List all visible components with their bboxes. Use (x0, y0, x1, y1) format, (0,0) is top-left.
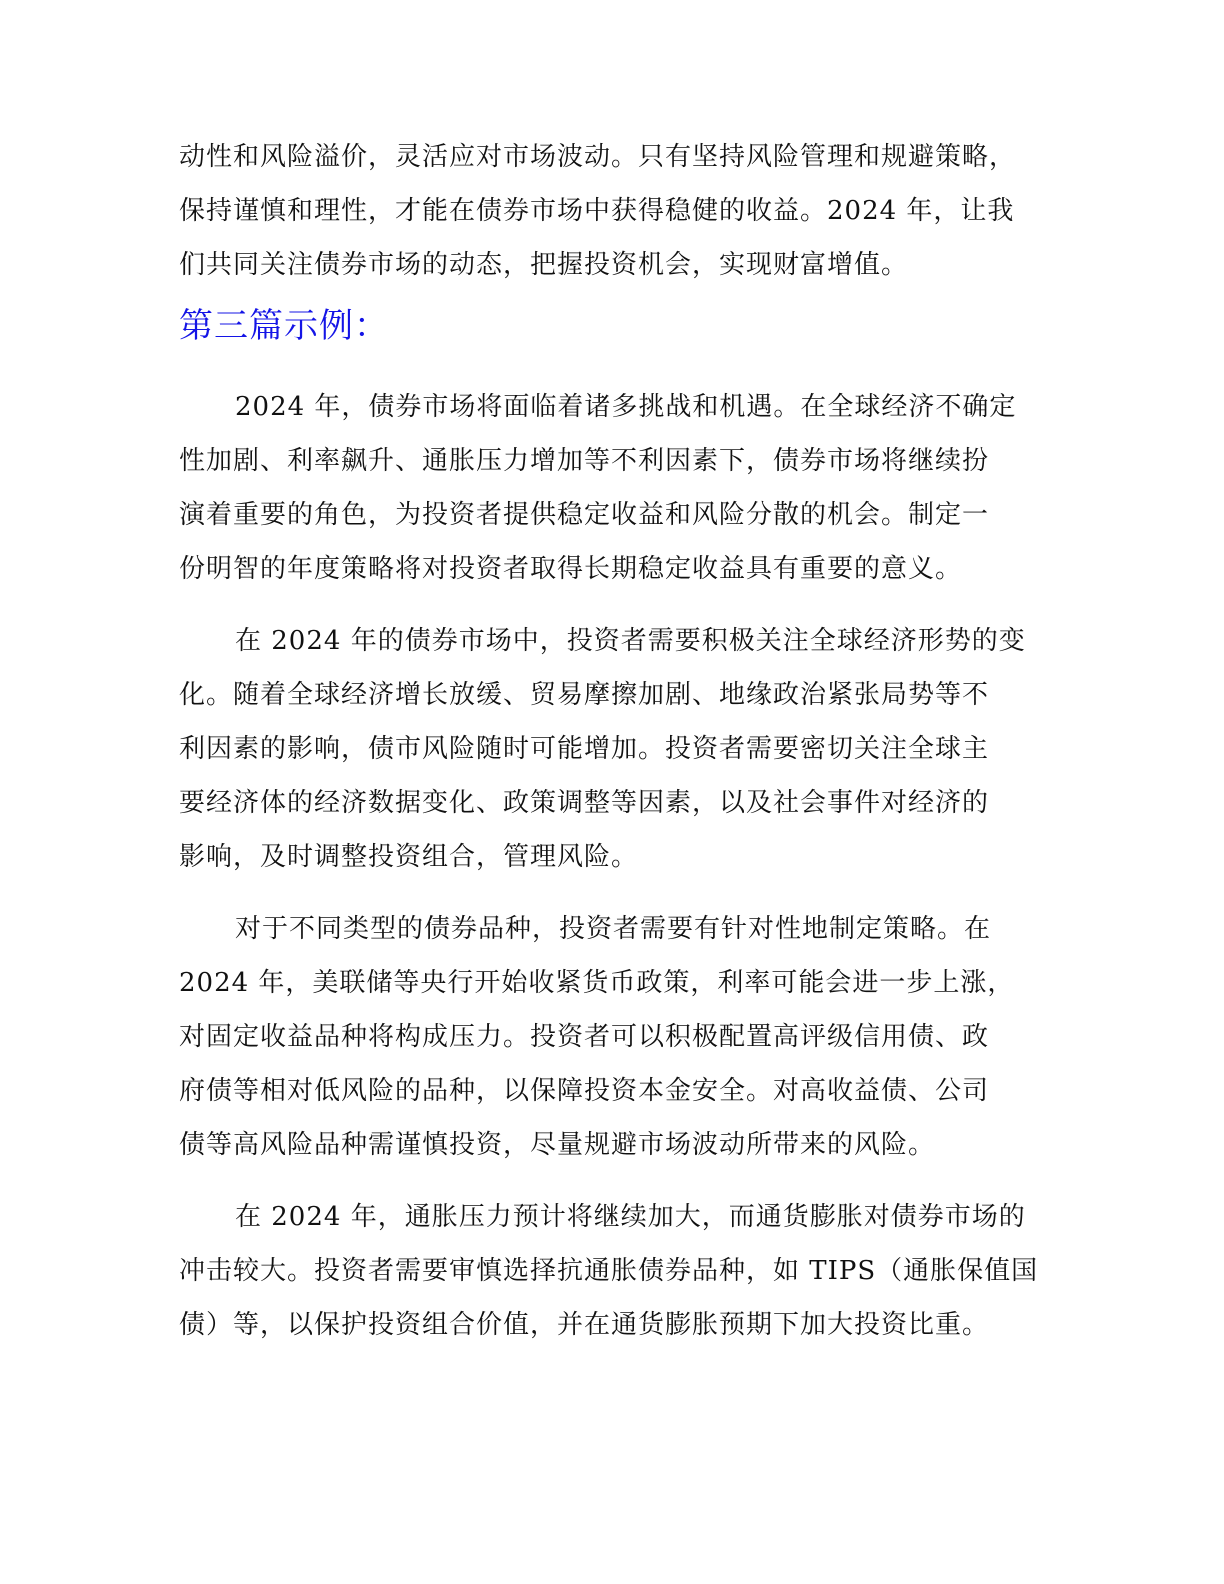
text-line: 演着重要的角色，为投资者提供稳定收益和风险分散的机会。制定一 (179, 500, 990, 530)
paragraph-2 (179, 614, 1059, 884)
paragraph-3 (179, 902, 1059, 1172)
text-line: 对固定收益品种将构成压力。投资者可以积极配置高评级信用债、政 (179, 1022, 990, 1052)
paragraph-1 (179, 380, 1059, 596)
text-line: 动性和风险溢价，灵活应对市场波动。只有坚持风险管理和规避策略， (179, 142, 1017, 172)
text-line: 要经济体的经济数据变化、政策调整等因素，以及社会事件对经济的 (179, 788, 990, 818)
text-line: 们共同关注债券市场的动态，把握投资机会，实现财富增值。 (179, 250, 909, 280)
text-line: 冲击较大。投资者需要审慎选择抗通胀债券品种，如 TIPS（通胀保值国 (179, 1256, 1039, 1286)
paragraph-spacer (179, 596, 1059, 614)
text-line: 影响，及时调整投资组合，管理风险。 (179, 842, 639, 872)
document-body (179, 130, 1059, 1352)
text-line: 份明智的年度策略将对投资者取得长期稳定收益具有重要的意义。 (179, 554, 963, 584)
text-line: 保持谨慎和理性，才能在债券市场中获得稳健的收益。2024 年，让我 (179, 196, 1015, 226)
paragraph-4 (179, 1190, 1059, 1352)
text-line: 对于不同类型的债券品种，投资者需要有针对性地制定策略。在 (235, 914, 992, 944)
text-line: 利因素的影响，债市风险随时可能增加。投资者需要密切关注全球主 (179, 734, 990, 764)
paragraph-spacer (179, 1172, 1059, 1190)
paragraph-spacer (179, 884, 1059, 902)
text-line: 在 2024 年，通胀压力预计将继续加大，而通货膨胀对债券市场的 (235, 1202, 1026, 1232)
text-line: 化。随着全球经济增长放缓、贸易摩擦加剧、地缘政治紧张局势等不 (179, 680, 990, 710)
text-line: 府债等相对低风险的品种，以保障投资本金安全。对高收益债、公司 (179, 1076, 990, 1106)
text-line: 2024 年，美联储等央行开始收紧货币政策，利率可能会进一步上涨， (179, 968, 1015, 998)
text-line: 债）等，以保护投资组合价值，并在通货膨胀预期下加大投资比重。 (179, 1310, 990, 1340)
text-line: 债等高风险品种需谨慎投资，尽量规避市场波动所带来的风险。 (179, 1130, 936, 1160)
text-line: 2024 年，债券市场将面临着诸多挑战和机遇。在全球经济不确定 (235, 392, 1017, 422)
intro-paragraph (179, 130, 1059, 292)
text-line: 在 2024 年的债券市场中，投资者需要积极关注全球经济形势的变 (235, 626, 1026, 656)
text-line: 性加剧、利率飙升、通胀压力增加等不利因素下，债券市场将继续扮 (179, 446, 990, 476)
section-heading: 第三篇示例： (179, 306, 389, 346)
